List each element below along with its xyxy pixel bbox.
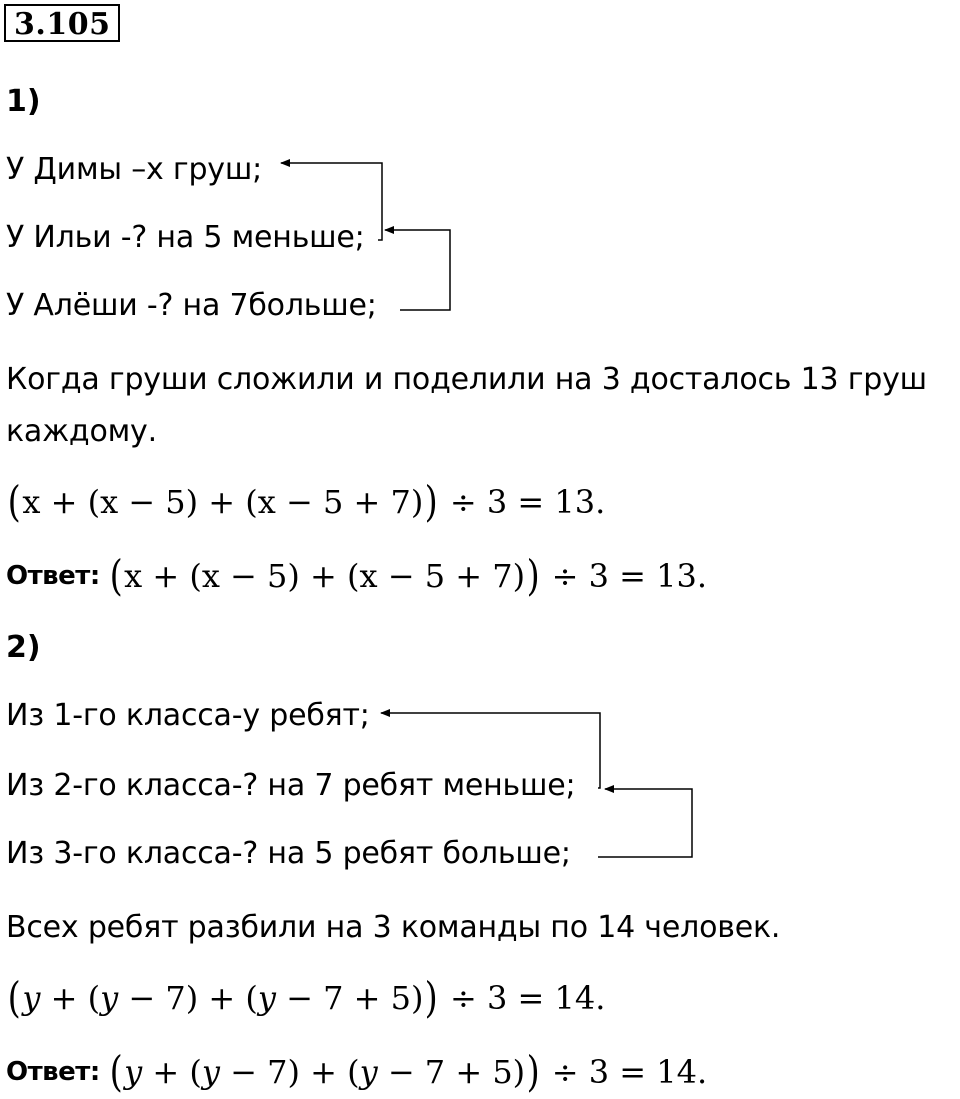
- formula-segment: − 7) + (: [219, 1053, 360, 1091]
- close-paren: ): [425, 973, 439, 1022]
- formula-segment: − 7 + 5): [275, 979, 424, 1017]
- open-paren: (: [7, 477, 21, 526]
- part1-label: 1): [6, 84, 41, 119]
- part2-formula: [6, 974, 605, 1022]
- part1-answer-label: Ответ:: [6, 561, 100, 591]
- part2-line-class1: Из 1-го класса-y ребят;: [6, 698, 370, 733]
- part2-answer-formula: [108, 1048, 707, 1096]
- var-y: y: [201, 1053, 220, 1091]
- open-paren: (: [7, 973, 21, 1022]
- part2-line-class3: Из 3-го класса-? на 5 ребят больше;: [6, 836, 571, 871]
- part1-answer-formula-inner: x + (x − 5) + (x − 5 + 7): [124, 557, 526, 595]
- part2-equation: [6, 974, 605, 1022]
- close-paren: ): [424, 477, 439, 526]
- part1-equation: [6, 478, 605, 526]
- part1-answer-formula-tail: ÷ 3 = 13.: [541, 557, 708, 595]
- formula-segment: − 7) + (: [118, 979, 258, 1017]
- part1-formula-inner: x + (x − 5) + (x − 5 + 7): [22, 483, 424, 521]
- open-paren: (: [109, 551, 123, 600]
- var-y: y: [257, 979, 276, 1017]
- var-y: y: [100, 979, 119, 1017]
- part1-formula: [6, 478, 605, 526]
- var-y: y: [22, 979, 41, 1017]
- part2-answer: [6, 1048, 707, 1096]
- part2-label: 2): [6, 630, 41, 665]
- formula-segment: + (: [142, 1053, 202, 1091]
- part1-formula-tail: ÷ 3 = 13.: [439, 483, 606, 521]
- close-paren: ): [526, 551, 540, 600]
- part2-condition-line1: Всех ребят разбили на 3 команды по 14 человек.: [6, 910, 781, 945]
- var-y: y: [359, 1053, 378, 1091]
- part1-condition-line2: каждому.: [6, 414, 157, 449]
- arrow-alyosha-to-ilya: [385, 230, 450, 310]
- problem-number: 3.105: [4, 4, 120, 42]
- var-y: y: [124, 1053, 143, 1091]
- part2-answer-formula-tail: ÷ 3 = 14.: [541, 1053, 708, 1091]
- part2-line-class2: Из 2-го класса-? на 7 ребят меньше;: [6, 768, 576, 803]
- part1-answer-formula: [108, 552, 707, 600]
- formula-segment: + (: [40, 979, 101, 1017]
- part1-line-dima: У Димы –x груш;: [6, 152, 263, 187]
- part2-formula-tail: ÷ 3 = 14.: [439, 979, 606, 1017]
- formula-segment: − 7 + 5): [377, 1053, 526, 1091]
- arrow-class3-to-class2: [598, 789, 692, 857]
- part1-condition-line1: Когда груши сложили и поделили на 3 досталось 13 груш: [6, 362, 927, 397]
- open-paren: (: [109, 1047, 123, 1096]
- part1-answer: [6, 552, 707, 600]
- part1-line-alyosha: У Алёши -? на 7больше;: [6, 288, 377, 323]
- close-paren: ): [526, 1047, 540, 1096]
- part2-answer-label: Ответ:: [6, 1057, 100, 1087]
- part1-line-ilya: У Ильи -? на 5 меньше;: [6, 220, 365, 255]
